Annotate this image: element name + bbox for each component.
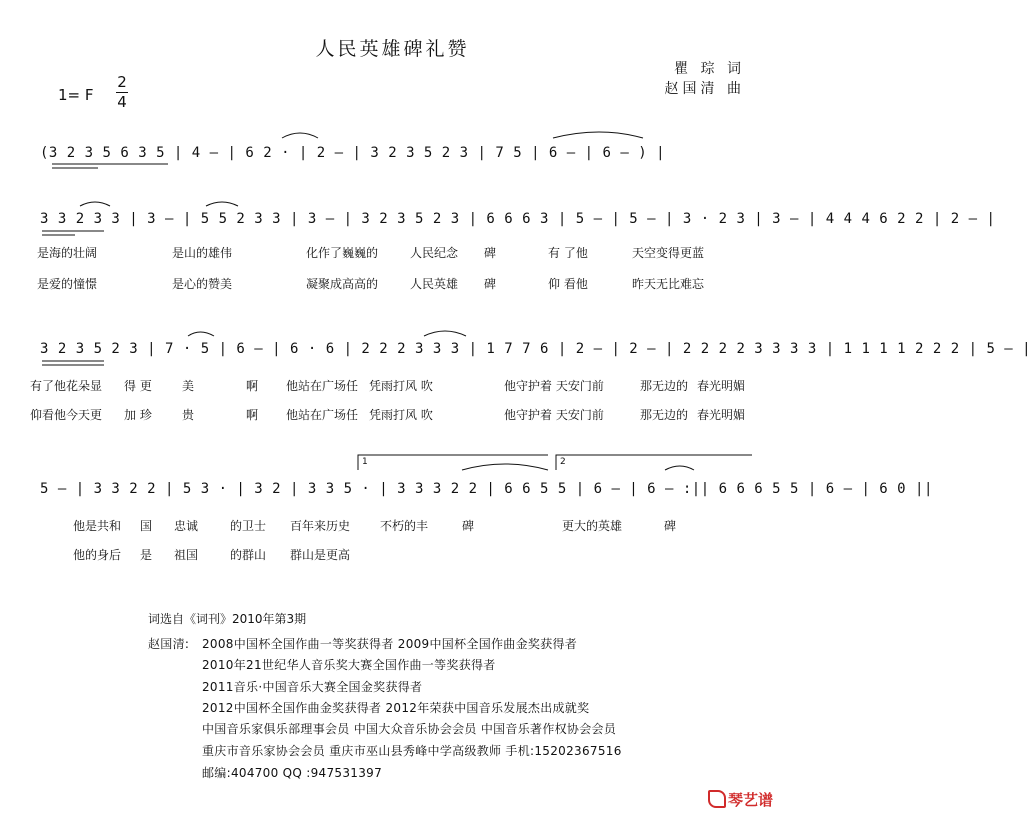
- composer-credit: 赵国清 曲: [664, 81, 745, 97]
- lyric: 加 珍: [124, 408, 152, 422]
- bio-line: 中国音乐家俱乐部理事会员 中国大众音乐协会会员 中国音乐著作权协会会员: [202, 722, 617, 736]
- lyric: 不朽的丰: [380, 519, 429, 533]
- volta-second-label: 2: [560, 457, 566, 467]
- lyric: 贵: [182, 408, 195, 422]
- lyric: 人民英雄: [410, 277, 459, 291]
- lyric: 天空变得更蓝: [632, 246, 705, 260]
- lyric: 碑: [484, 246, 497, 260]
- lyric: 是爱的憧憬: [37, 277, 98, 291]
- lyric: 仰看他今天更: [30, 408, 103, 422]
- lyric: 更大的英雄: [562, 519, 623, 533]
- lyric: 的群山: [230, 548, 267, 562]
- volta-first-label: 1: [362, 457, 368, 467]
- lyric: 是海的壮阔: [37, 246, 98, 260]
- lyric: 忠诚: [174, 519, 199, 533]
- bio-line: 2012中国杯全国作曲金奖获得者 2012年荣获中国音乐发展杰出成就奖: [202, 701, 590, 715]
- lyric: 那无边的: [640, 379, 689, 393]
- lyric: 百年来历史: [290, 519, 351, 533]
- lyric: 他守护着 天安门前: [504, 379, 604, 393]
- lyric: 啊: [246, 408, 259, 422]
- staff-line-1: 3 3 2 3 3 | 3 — | 5 5 2 3 3 | 3 — | 3 2 3 5 2 3 | 6 6 6 3 | 5 — | 5 — | 3 · 2 3 | 3 — | 4 4 4 6 2 2 | 2 — |: [40, 211, 996, 227]
- staff-line-3: 5 — | 3 3 2 2 | 5 3 · | 3 2 | 3 3 5 · | 3 3 3 2 2 | 6 6 5 5 | 6 — | 6 — :|| 6 6 6 5 5 | 6 — | 6 0 ||: [40, 481, 933, 497]
- lyric: 他的身后: [73, 548, 122, 562]
- lyric: 祖国: [174, 548, 199, 562]
- song-title: 人民英雄碑礼赞: [315, 38, 470, 60]
- lyric: 得 更: [124, 379, 152, 393]
- lyric: 他站在广场任: [286, 408, 359, 422]
- lyric: 是山的雄伟: [172, 246, 233, 260]
- bio-name: 赵国清:: [148, 637, 190, 651]
- bio-line: 2008中国杯全国作曲一等奖获得者 2009中国杯全国作曲金奖获得者: [202, 637, 578, 651]
- lyric: 有 了他: [548, 246, 588, 260]
- lyric: 凭雨打风 吹: [369, 379, 433, 393]
- lyric: 碑: [462, 519, 475, 533]
- lyric: 啊: [246, 379, 259, 393]
- lyric: 有了他花朵显: [30, 379, 103, 393]
- lyric: 他是共和: [73, 519, 122, 533]
- bio-line: 2011音乐·中国音乐大赛全国金奖获得者: [202, 680, 423, 694]
- lyricist-credit: 瞿 琮 词: [674, 61, 745, 77]
- lyric: 美: [182, 379, 195, 393]
- time-signature-top: 2: [117, 73, 127, 91]
- lyric: 国: [140, 519, 153, 533]
- lyric: 碑: [664, 519, 677, 533]
- staff-line-intro: (3 2 3 5 6 3 5 | 4 — | 6 2 · | 2 — | 3 2 3 5 2 3 | 7 5 | 6 — | 6 — ) |: [40, 145, 666, 161]
- watermark-text: 琴艺谱: [728, 791, 774, 809]
- bio-line: 邮编:404700 QQ :947531397: [202, 766, 383, 780]
- key-signature: 1= F: [58, 86, 94, 104]
- lyric: 人民纪念: [410, 246, 459, 260]
- source-note: 词选自《词刊》2010年第3期: [148, 612, 307, 626]
- lyric: 的卫士: [230, 519, 267, 533]
- lyric: 碑: [484, 277, 497, 291]
- lyric: 他站在广场任: [286, 379, 359, 393]
- lyric: 昨天无比难忘: [632, 277, 705, 291]
- time-signature-bottom: 4: [117, 93, 127, 111]
- lyric: 是心的赞美: [172, 277, 233, 291]
- lyric: 是: [140, 548, 153, 562]
- lyric: 群山是更高: [290, 548, 351, 562]
- lyric: 那无边的: [640, 408, 689, 422]
- lyric: 凝聚成高高的: [306, 277, 379, 291]
- lyric: 春光明媚: [697, 408, 746, 422]
- bio-line: 2010年21世纪华人音乐奖大赛全国作曲一等奖获得者: [202, 658, 496, 672]
- lyric: 仰 看他: [548, 277, 588, 291]
- logo-icon: [708, 790, 726, 808]
- lyric: 化作了巍巍的: [306, 246, 379, 260]
- bio-line: 重庆市音乐家协会会员 重庆市巫山县秀峰中学高级教师 手机:15202367516: [202, 744, 622, 758]
- staff-line-2: 3 2 3 5 2 3 | 7 · 5 | 6 — | 6 · 6 | 2 2 2 3 3 3 | 1 7 7 6 | 2 — | 2 — | 2 2 2 2 3 3 3 3 | 1 1 1 1 2 2 2 | 5 — |: [40, 341, 1031, 357]
- lyric: 他守护着 天安门前: [504, 408, 604, 422]
- watermark-logo: [708, 789, 773, 810]
- lyric: 春光明媚: [697, 379, 746, 393]
- lyric: 凭雨打风 吹: [369, 408, 433, 422]
